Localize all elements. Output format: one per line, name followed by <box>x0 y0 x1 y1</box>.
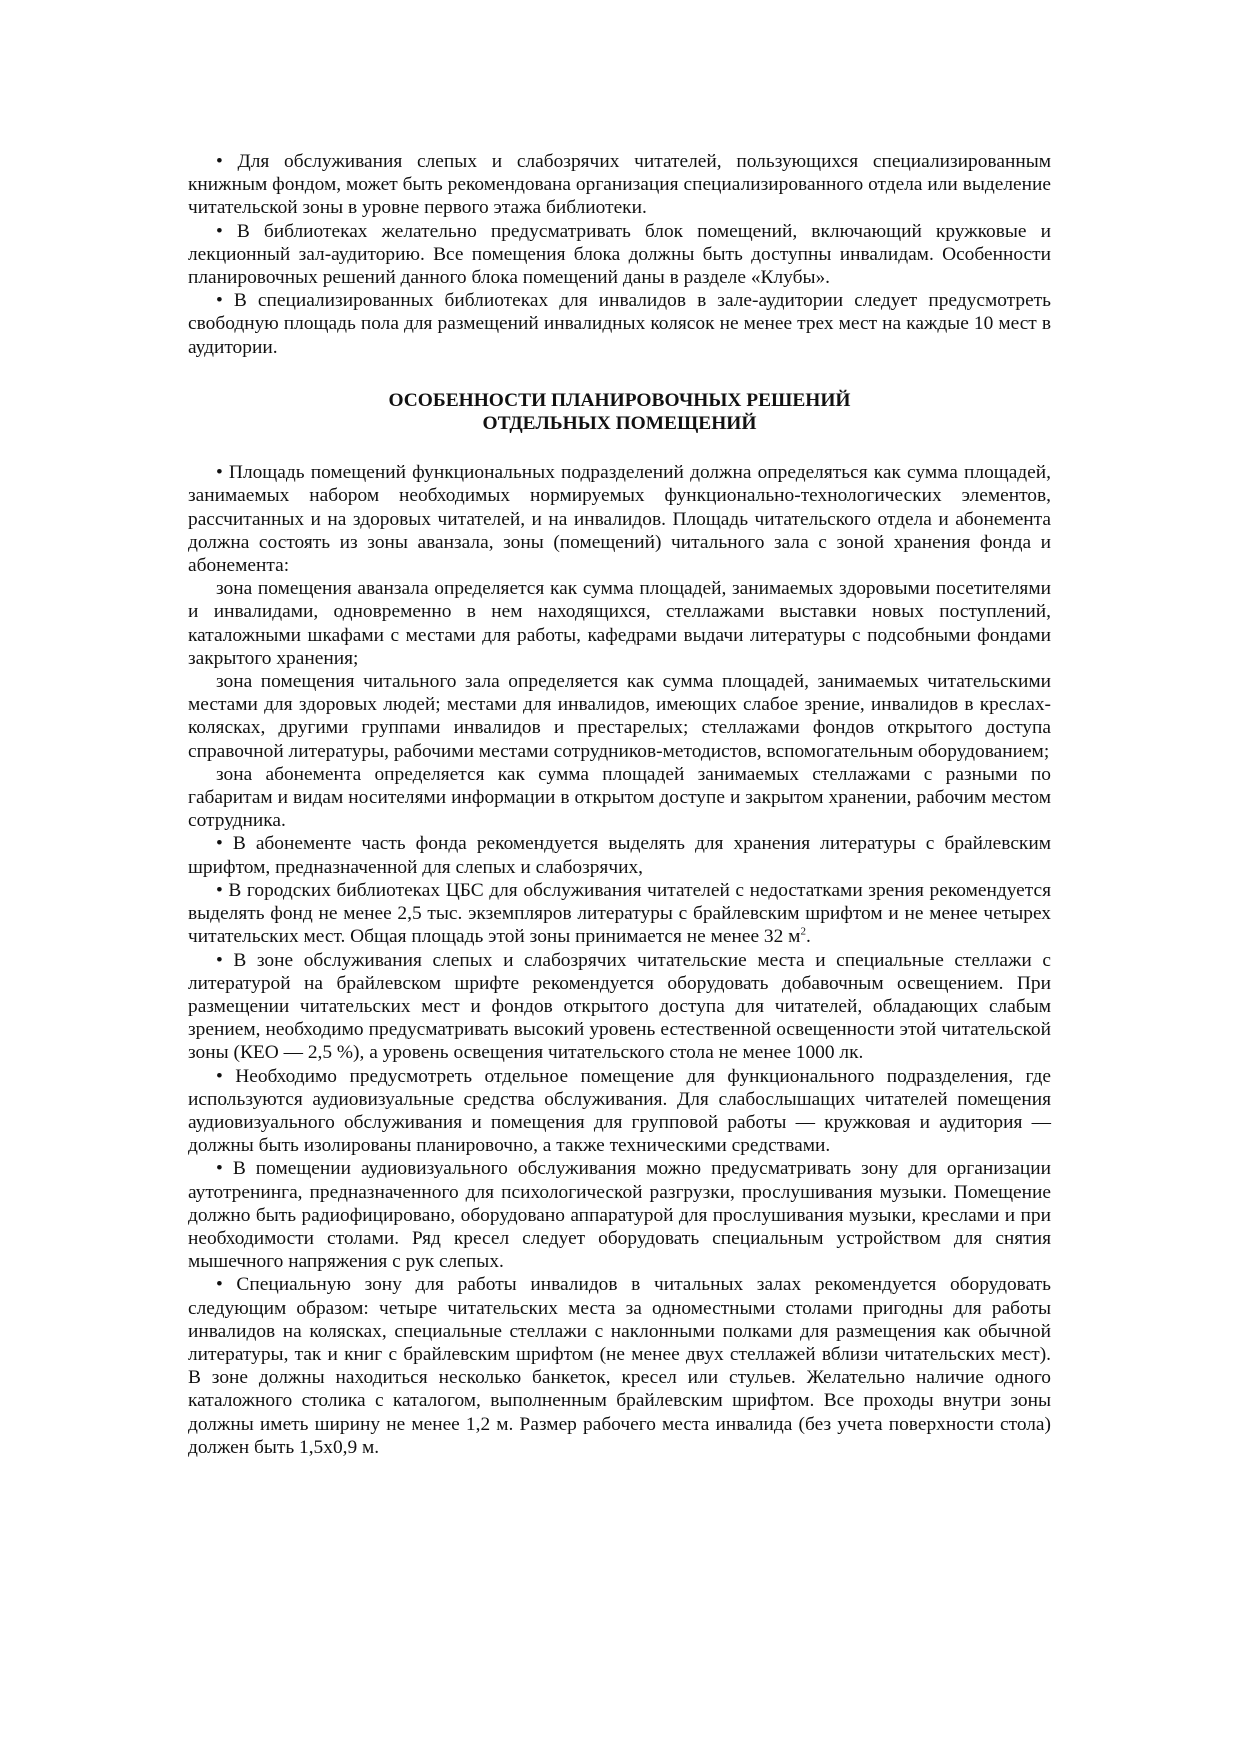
paragraph-text: • В городских библиотеках ЦБС для обслуживания читателей с недостатками зрения рекомендуется выделять фонд не менее 2,5 тыс. экземпляров литературы с брайлевским шрифтом и не менее четырех читательских мест. Общая площадь этой зоны принимается не менее 32 м <box>188 879 1051 948</box>
paragraph: • В специализированных библиотеках для инвалидов в зале-аудитории следует предусмотреть свободную площадь пола для размещений инвалидных колясок не менее трех мест на каждые 10 мест в аудитории. <box>188 290 1051 358</box>
paragraph: • Специальную зону для работы инвалидов в читальных залах рекомендуется оборудовать следующим образом: четыре читательских места за одноместными столами пригодны для работы инвалидов на колясках, специальные стеллажи с наклонными полками для размещения как обычной литературы, так и книг с брайлевским шрифтом (не менее двух стеллажей вблизи читательских мест). В зоне должны находиться несколько банкеток, кресел или стульев. Желательно наличие одного каталожного столика с каталогом, выполненным брайлевским шрифтом. Все проходы внутри зоны должны иметь ширину не менее 1,2 м. Размер рабочего места инвалида (без учета поверхности стола) должен быть 1,5х0,9 м. <box>188 1274 1051 1458</box>
paragraph: зона абонемента определяется как сумма площадей занимаемых стеллажами с разными по габаритам и видам носителями информации в открытом доступе и закрытом хранении, рабочим местом сотрудника. <box>188 763 1051 832</box>
paragraph-area <box>188 879 1051 949</box>
paragraph: • В библиотеках желательно предусматривать блок помещений, включающий кружковые и лекционный зал-аудиторию. Все помещения блока должны быть доступны инвалидам. Особенности планировочных решений данного блока помещений даны в разделе «Клубы». <box>188 220 1051 289</box>
section-heading-line: ОСОБЕННОСТИ ПЛАНИРОВОЧНЫХ РЕШЕНИЙ <box>388 389 851 411</box>
document-page <box>188 150 1051 1459</box>
superscript: 2 <box>800 925 806 938</box>
paragraph: зона помещения аванзала определяется как сумма площадей, занимаемых здоровыми посетителями и инвалидами, одновременно в нем находящихся, стеллажами выставки новых поступлений, каталожными шкафами с местами для работы, кафедрами выдачи литературы с подсобными фондами закрытого хранения; <box>188 578 1051 669</box>
paragraph: • В помещении аудиовизуального обслуживания можно предусматривать зону для организации аутотренинга, предназначенного для психологической разгрузки, прослушивания музыки. Помещение должно быть радиофицировано, оборудовано аппаратурой для прослушивания музыки, креслами и при необходимости столами. Ряд кресел следует оборудовать специальным устройством для снятия мышечного напряжения с рук слепых. <box>188 1158 1051 1273</box>
paragraph: • Необходимо предусмотреть отдельное помещение для функционального подразделения, где используются аудиовизуальные средства обслуживания. Для слабослышащих читателей помещения аудиовизуального обслуживания и помещения для групповой работы — кружковая и аудитория — должны быть изолированы планировочно, а также техническими средствами. <box>188 1065 1051 1157</box>
paragraph-end: . <box>805 926 811 948</box>
section-heading-line: ОТДЕЛЬНЫХ ПОМЕЩЕНИЙ <box>482 413 757 435</box>
paragraph: зона помещения читального зала определяется как сумма площадей, занимаемых читательскими местами для здоровых людей; местами для инвалидов, имеющих слабое зрение, инвалидов в креслах-колясках, другими группами инвалидов и престарелых; стеллажами фондов открытого доступа справочной литературы, рабочими местами сотрудников-методистов, вспомогательным оборудованием; <box>188 671 1051 762</box>
paragraph: • В абонементе часть фонда рекомендуется выделять для хранения литературы с брайлевским шрифтом, предназначенной для слепых и слабозрячих, <box>188 833 1051 878</box>
paragraph: • Для обслуживания слепых и слабозрячих читателей, пользующихся специализированным книжным фондом, может быть рекомендована организация специализированного отдела или выделение читательской зоны в уровне первого этажа библиотеки. <box>188 151 1051 219</box>
paragraph: • В зоне обслуживания слепых и слабозрячих читательские места и специальные стеллажи с литературой на брайлевском шрифте рекомендуется оборудовать добавочным освещением. При размещении читательских мест и фондов открытого доступа для читателей, обладающих слабым зрением, необходимо предусматривать высокий уровень естественной освещенности этой читательской зоны (КЕО — 2,5 %), а уровень освещения читательского стола не менее 1000 лк. <box>188 949 1051 1064</box>
paragraph: • Площадь помещений функциональных подразделений должна определяться как сумма площадей, занимаемых набором необходимых нормируемых функционально-технологических элементов, рассчитанных и на здоровых читателей, и на инвалидов. Площадь читательского отдела и абонемента должна состоять из зоны аванзала, зоны (помещений) читального зала с зоной хранения фонда и абонемента: <box>188 462 1051 577</box>
section-heading <box>188 389 1051 435</box>
